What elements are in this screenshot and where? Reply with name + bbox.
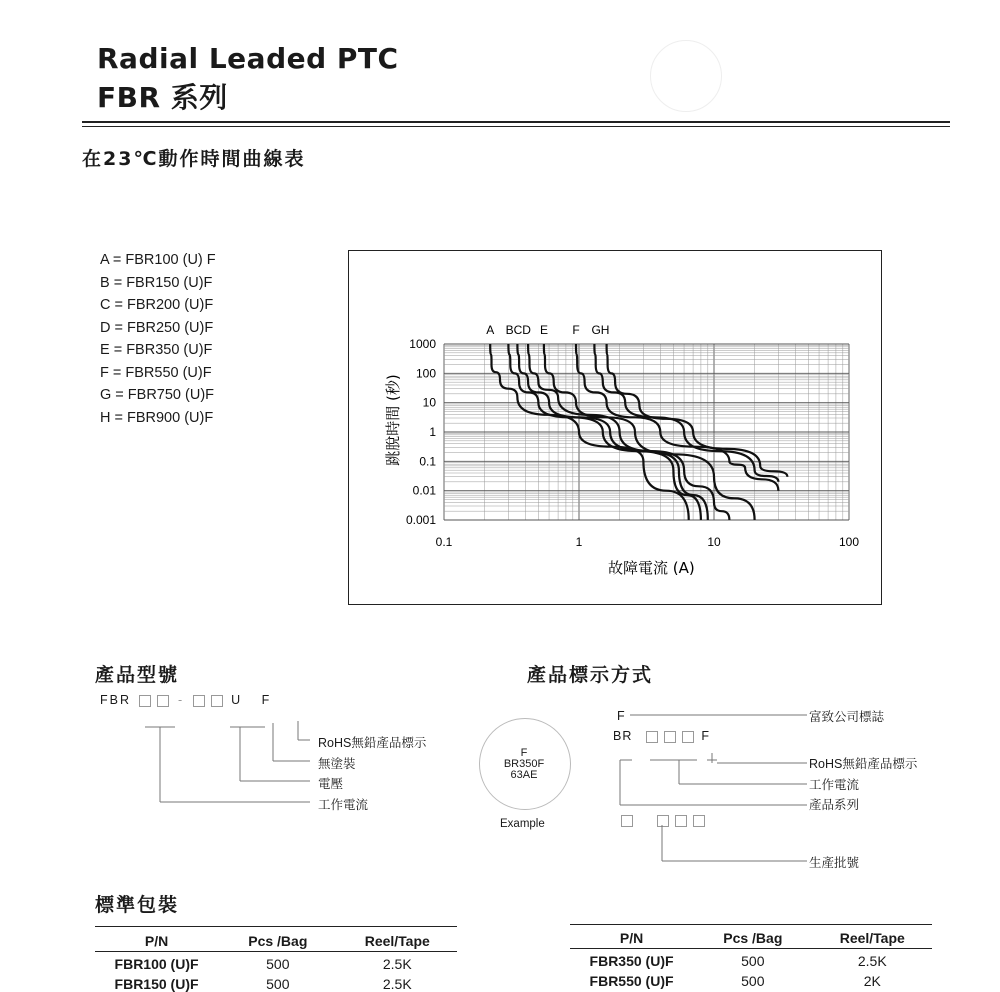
cell-pn: FBR100 (U)F	[114, 956, 199, 972]
curve-top-label: A	[486, 323, 495, 337]
marking-label-series: 產品系列	[809, 798, 860, 812]
model-code-u: U	[231, 693, 243, 707]
cell-bag: 500	[266, 976, 290, 992]
curve-top-label: F	[572, 323, 580, 337]
cell-bag: 500	[266, 956, 290, 972]
table-row	[95, 972, 457, 992]
column-header: P/N	[95, 929, 218, 952]
packaging-left-rule	[95, 926, 457, 927]
x-tick-label: 1	[575, 535, 583, 549]
code-box	[139, 695, 151, 707]
packaging-table-left	[95, 929, 457, 992]
header-divider	[82, 121, 950, 123]
disc-line-3: 63AE	[510, 769, 538, 781]
header-divider-thin	[82, 126, 950, 127]
chart-ticks	[406, 337, 859, 549]
y-tick-label: 10	[422, 395, 436, 410]
column-header: Pcs /Bag	[218, 929, 337, 952]
legend-item: C = FBR200 (U)F	[100, 297, 214, 313]
packaging-table-right	[570, 926, 932, 989]
model-label-current: 工作電流	[318, 798, 369, 812]
code-box	[211, 695, 223, 707]
model-code-dash: -	[177, 693, 185, 707]
column-header: Reel/Tape	[813, 926, 932, 949]
model-code-f: F	[261, 693, 272, 707]
model-section-title: 產品型號	[95, 664, 180, 686]
marking-section-title: 產品標示方式	[527, 664, 654, 686]
x-tick-label: 100	[838, 535, 860, 549]
table-row	[570, 949, 932, 970]
code-box	[157, 695, 169, 707]
trip-time-chart	[348, 250, 883, 606]
x-tick-label: 0.1	[435, 535, 453, 549]
legend-item: D = FBR250 (U)F	[100, 320, 214, 336]
cell-reel: 2.5K	[382, 976, 412, 992]
marking-disc-text	[479, 748, 569, 781]
y-tick-label: 0.1	[419, 454, 436, 469]
packaging-right-rule	[570, 924, 932, 925]
code-box	[193, 695, 205, 707]
marking-f-letter: F	[617, 709, 625, 723]
curve-top-label: E	[539, 323, 548, 337]
cell-reel: 2.5K	[382, 956, 412, 972]
document-subtitle: FBR 系列	[97, 81, 228, 114]
y-tick-label: 0.01	[412, 483, 436, 498]
legend-item: A = FBR100 (U) F	[100, 252, 216, 268]
cell-reel: 2K	[863, 973, 881, 989]
cell-pn: FBR350 (U)F	[589, 953, 674, 969]
model-code	[100, 693, 271, 707]
watermark-logo	[650, 40, 722, 112]
y-tick-label: 1000	[409, 337, 436, 351]
legend-item: H = FBR900 (U)F	[100, 410, 214, 426]
y-tick-label: 0.001	[405, 513, 436, 527]
model-code-prefix: FBR	[100, 693, 131, 707]
table-row	[95, 952, 457, 973]
packaging-section-title: 標準包裝	[95, 894, 180, 916]
marking-label-rohs: RoHS無鉛產品標示	[809, 757, 918, 771]
model-connector-lines	[140, 715, 320, 815]
column-header: P/N	[570, 926, 693, 949]
chart-grid	[444, 344, 849, 520]
model-label-voltage: 電壓	[318, 777, 344, 791]
legend-item: B = FBR150 (U)F	[100, 275, 213, 291]
marking-label-current: 工作電流	[809, 778, 860, 792]
x-tick-label: 10	[707, 535, 721, 549]
legend-item: F = FBR550 (U)F	[100, 365, 212, 381]
disc-line-2: BR350F	[503, 758, 545, 770]
cell-pn: FBR150 (U)F	[114, 976, 199, 992]
legend-item: G = FBR750 (U)F	[100, 387, 215, 403]
model-label-rohs: RoHS無鉛產品標示	[318, 736, 427, 750]
y-tick-label: 100	[415, 366, 436, 381]
marking-label-lot: 生產批號	[809, 856, 860, 870]
cell-pn: FBR550 (U)F	[589, 973, 674, 989]
y-tick-label: 1	[429, 425, 436, 439]
cell-bag: 500	[741, 953, 765, 969]
marking-label-logo: 富致公司標誌	[809, 710, 885, 724]
curve-section-title: 在23℃動作時間曲線表	[82, 148, 306, 170]
disc-line-1: F	[520, 747, 528, 759]
document-title: Radial Leaded PTC	[97, 42, 399, 75]
marking-br-prefix: BR	[613, 729, 633, 743]
column-header: Reel/Tape	[338, 929, 457, 952]
marking-connector-lines	[612, 705, 812, 870]
curve-top-label: BCD	[505, 323, 531, 337]
table-row	[570, 969, 932, 989]
curve-top-label: GH	[591, 323, 610, 337]
legend-item: E = FBR350 (U)F	[100, 342, 213, 358]
y-axis-label: 跳脫時間 (秒)	[384, 374, 402, 466]
marking-br-suffix: F	[701, 729, 710, 743]
cell-reel: 2.5K	[857, 953, 887, 969]
marking-example-label: Example	[500, 818, 545, 830]
model-label-coating: 無塗裝	[318, 757, 356, 771]
x-axis-label: 故障電流 (A)	[608, 559, 695, 577]
cell-bag: 500	[741, 973, 765, 989]
column-header: Pcs /Bag	[693, 926, 812, 949]
